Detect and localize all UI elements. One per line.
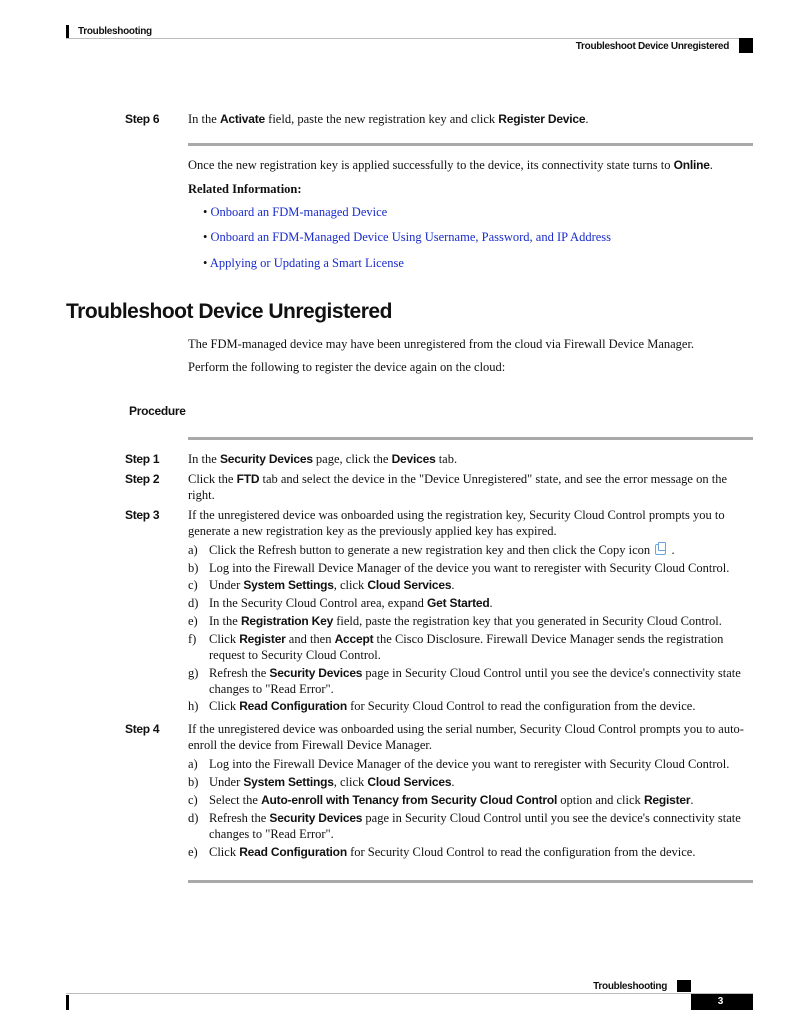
- procedure-label: Procedure: [129, 404, 186, 418]
- footer-page-number: 3: [691, 994, 753, 1010]
- footer-divider: [66, 993, 753, 994]
- step-4-substep-b: b) Under System Settings, click Cloud Services.: [188, 775, 455, 789]
- section-title: Troubleshoot Device Unregistered: [66, 300, 392, 323]
- step-4-intro: If the unregistered device was onboarded using the serial number, Security Cloud Control prompts you to auto-enroll the device from Firewall Device Manager.: [188, 722, 744, 752]
- step-3-substep-c: c) Under System Settings, click Cloud Services.: [188, 578, 455, 592]
- step-6-rule: [188, 143, 753, 146]
- step-4-label: Step 4: [125, 722, 160, 736]
- step-4-substep-e: e) Click Read Configuration for Security Cloud Control to read the configuration from the device.: [188, 845, 696, 859]
- step-6-label: Step 6: [125, 112, 160, 126]
- header-left-bar: [66, 25, 69, 38]
- section-intro-2: Perform the following to register the device again on the cloud:: [188, 360, 506, 374]
- step-2-label: Step 2: [125, 472, 160, 486]
- step-3-substep-h: h) Click Read Configuration for Security Cloud Control to read the configuration from the device.: [188, 699, 696, 713]
- online-note: Once the new registration key is applied successfully to the device, its connectivity state turns to Online.: [188, 158, 713, 172]
- step-1-text: In the Security Devices page, click the Devices tab.: [188, 452, 458, 466]
- header-chapter-label: Troubleshooting: [78, 26, 152, 37]
- related-link-onboard-username[interactable]: Onboard an FDM-Managed Device Using Username, Password, and IP Address: [210, 230, 612, 244]
- step-4-substep-c: c) Select the Auto-enroll with Tenancy from Security Cloud Control option and click Register.: [188, 793, 694, 807]
- related-link-onboard-fdm[interactable]: Onboard an FDM-managed Device: [210, 205, 388, 219]
- step-3-substep-d: d) In the Security Cloud Control area, expand Get Started.: [188, 596, 493, 610]
- procedure-end-rule: [188, 880, 753, 883]
- step-6-text: In the Activate field, paste the new registration key and click Register Device.: [188, 112, 589, 126]
- step-3-substep-a: a) Click the Refresh button to generate a new registration key and then click the Copy icon .: [188, 543, 675, 557]
- copy-icon[interactable]: [655, 544, 666, 555]
- step-4-substep-d: d) Refresh the Security Devices page in Security Cloud Control until you see the device's connectivity state changes to "Read Error".: [188, 811, 741, 841]
- step-1-label: Step 1: [125, 452, 160, 466]
- header-section-label: Troubleshoot Device Unregistered: [575, 41, 729, 52]
- related-info-heading: Related Information:: [188, 182, 302, 196]
- footer-left-bar: [66, 995, 69, 1010]
- section-intro-1: The FDM-managed device may have been unregistered from the cloud via Firewall Device Manager.: [188, 337, 695, 351]
- step-4-substep-a: a) Log into the Firewall Device Manager of the device you want to reregister with Security Cloud Control.: [188, 757, 730, 771]
- procedure-rule: [188, 437, 753, 440]
- related-link-item: • Onboard an FDM-managed Device: [203, 205, 388, 219]
- step-3-label: Step 3: [125, 508, 160, 522]
- footer-chapter-label: Troubleshooting: [593, 981, 667, 992]
- footer-marker: [677, 980, 691, 992]
- step-3-substep-g: g) Refresh the Security Devices page in Security Cloud Control until you see the device's connectivity state changes to "Read Error".: [188, 666, 741, 696]
- step-3-substep-e: e) In the Registration Key field, paste the registration key that you generated in Security Cloud Control.: [188, 614, 722, 628]
- related-link-item: • Applying or Updating a Smart License: [203, 256, 404, 270]
- step-3-intro: If the unregistered device was onboarded using the registration key, Security Cloud Control prompts you to generate a new registration key as the previously applied key has expired.: [188, 508, 725, 538]
- step-3-substep-f: f) Click Register and then Accept the Cisco Disclosure. Firewall Device Manager sends the registration request to Security Cloud Control.: [188, 632, 724, 662]
- related-link-smart-license[interactable]: Applying or Updating a Smart License: [209, 256, 404, 270]
- header-divider: [66, 38, 753, 39]
- step-2-text: Click the FTD tab and select the device in the "Device Unregistered" state, and see the error message on the right.: [188, 472, 727, 502]
- step-3-substep-b: b) Log into the Firewall Device Manager of the device you want to reregister with Security Cloud Control.: [188, 561, 730, 575]
- header-marker: [739, 38, 753, 53]
- related-link-item: • Onboard an FDM-Managed Device Using Username, Password, and IP Address: [203, 230, 612, 244]
